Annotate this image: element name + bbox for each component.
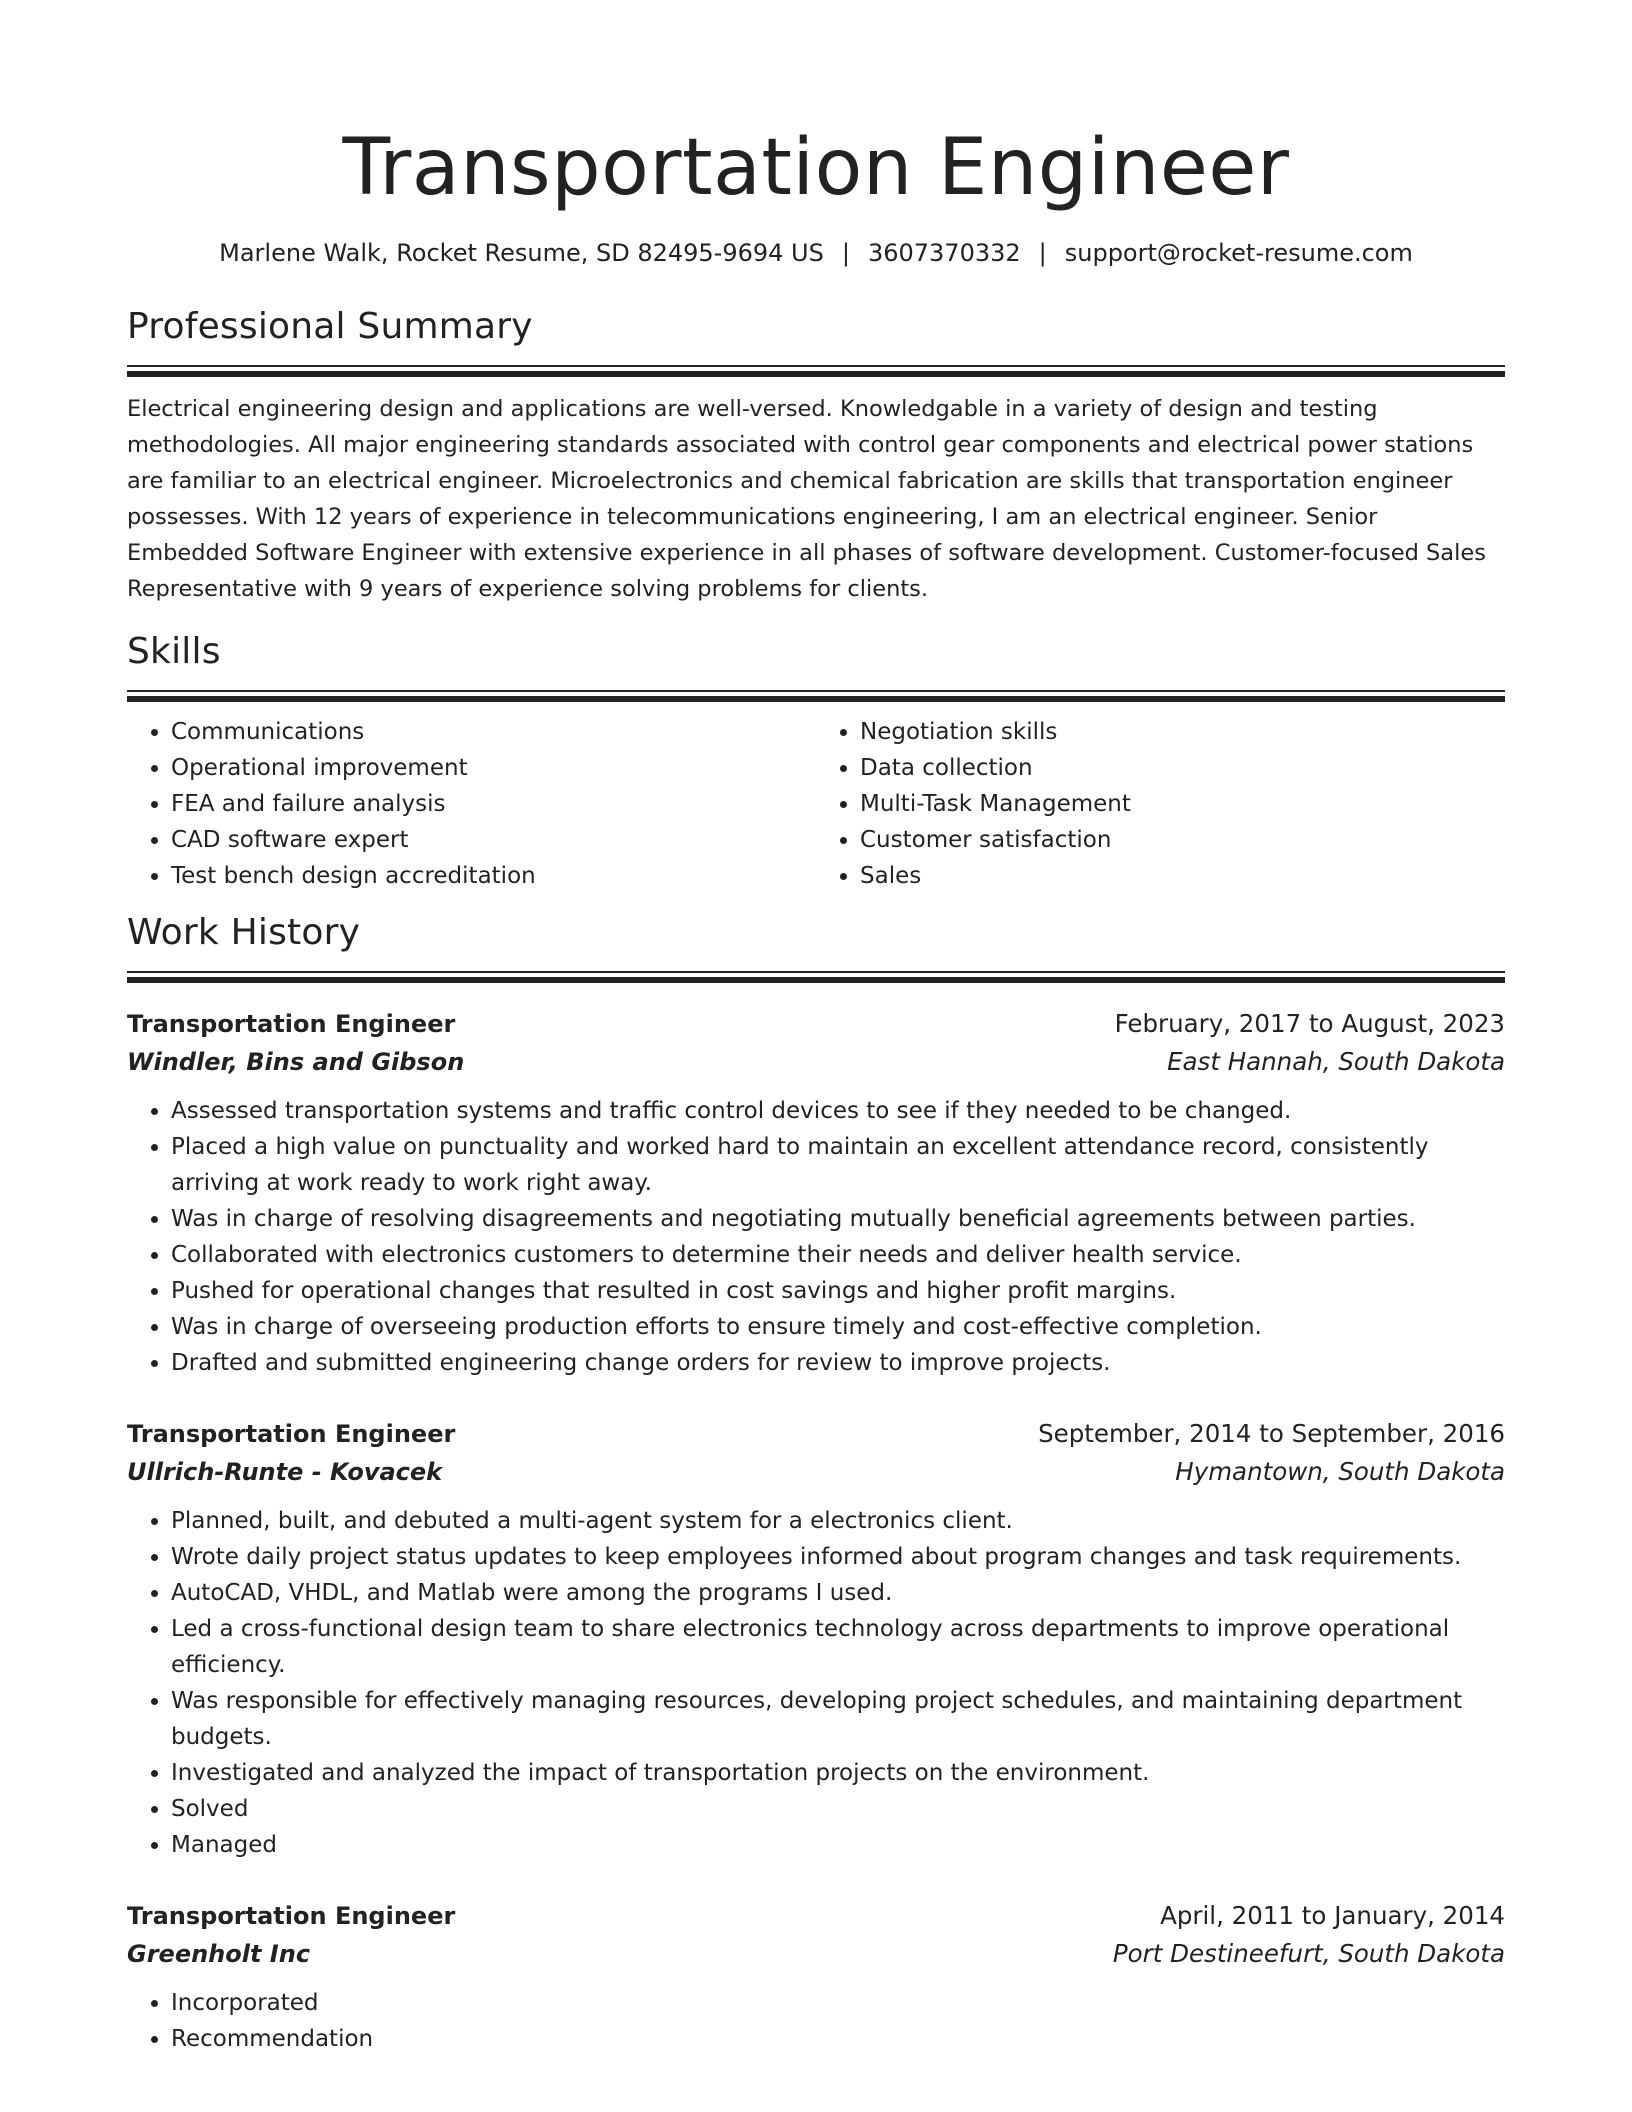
skill-item: • Negotiation skills [860, 714, 1505, 750]
contact-separator: | [1038, 239, 1047, 267]
job-location: Port Destineefurt, South Dakota [1112, 1939, 1505, 1968]
contact-separator: | [841, 239, 850, 267]
job-title: Transportation Engineer [127, 1010, 456, 1038]
job-company-row [127, 1935, 1505, 1973]
job-bullets [127, 1093, 1505, 1381]
skill-item: • FEA and failure analysis [171, 786, 816, 822]
job-bullet: • Pushed for operational changes that resulted in cost savings and higher profit margins. [171, 1273, 1505, 1309]
job-bullet: • Incorporated [171, 1985, 1505, 2021]
job-bullet: • Recommendation [171, 2021, 1505, 2057]
section-divider [127, 365, 1505, 377]
job-company: Greenholt Inc [127, 1940, 311, 1968]
work-history-heading: Work History [127, 912, 361, 953]
job-bullets [127, 1503, 1505, 1863]
job-bullet: • Was in charge of resolving disagreements and negotiating mutually beneficial agreements between parties. [171, 1201, 1505, 1237]
job-header-row [127, 1005, 1505, 1043]
skills-list-left [127, 714, 816, 894]
job-dates: February, 2017 to August, 2023 [1114, 1009, 1505, 1038]
skill-item: • Test bench design accreditation [171, 858, 816, 894]
job-bullet: • Managed [171, 1827, 1505, 1863]
job-company: Windler, Bins and Gibson [127, 1048, 465, 1076]
skill-item: • Operational improvement [171, 750, 816, 786]
job-bullet: • Drafted and submitted engineering change orders for review to improve projects. [171, 1345, 1505, 1381]
job-bullets [127, 1985, 1505, 2057]
page-title: Transportation Engineer [342, 123, 1290, 213]
job-bullet: • Assessed transportation systems and traffic control devices to see if they needed to be changed. [171, 1093, 1505, 1129]
job-dates: April, 2011 to January, 2014 [1160, 1901, 1505, 1930]
skills-section [127, 629, 1505, 894]
summary-text: Electrical engineering design and applications are well-versed. Knowledgable in a variety of design and testing methodologies. All major engineering standards associated with control gear components and electrical power stations are familiar to an electrical engineer. Microelectronics and chemical fabrication are skills that transportation engineer possesses. With 12 years of experience in telecommunications engineering, I am an electrical engineer. Senior Embedded Software Engineer with extensive experience in all phases of software development. Customer-focused Sales Representative with 9 years of experience solving problems for clients. [127, 396, 1486, 602]
skill-item: • Customer satisfaction [860, 822, 1505, 858]
job-bullet: • Investigated and analyzed the impact of transportation projects on the environment. [171, 1755, 1505, 1791]
job-dates: September, 2014 to September, 2016 [1038, 1419, 1505, 1448]
contact-email[interactable]: support@rocket-resume.com [1064, 239, 1413, 267]
job-entry [127, 1005, 1505, 1381]
job-title: Transportation Engineer [127, 1420, 456, 1448]
job-entry [127, 1897, 1505, 2057]
job-bullet: • Placed a high value on punctuality and worked hard to maintain an excellent attendance record, consistently arriving at work ready to work right away. [171, 1129, 1505, 1201]
skills-list-right [816, 714, 1505, 894]
contact-address: Marlene Walk, Rocket Resume, SD 82495-9694 US [219, 239, 824, 267]
section-divider [127, 971, 1505, 983]
job-bullet: • Was in charge of overseeing production efforts to ensure timely and cost-effective completion. [171, 1309, 1505, 1345]
job-entry [127, 1415, 1505, 1863]
job-header-row [127, 1897, 1505, 1935]
job-company-row [127, 1043, 1505, 1081]
skill-item: • CAD software expert [171, 822, 816, 858]
skills-grid [127, 714, 1505, 894]
job-bullet: • Collaborated with electronics customers to determine their needs and deliver health service. [171, 1237, 1505, 1273]
job-company: Ullrich-Runte - Kovacek [127, 1458, 443, 1486]
summary-heading: Professional Summary [127, 306, 533, 347]
contact-line [127, 236, 1505, 270]
skills-heading: Skills [127, 631, 221, 672]
work-history-section [127, 910, 1505, 2057]
skill-item: • Multi-Task Management [860, 786, 1505, 822]
skill-item: • Data collection [860, 750, 1505, 786]
job-title: Transportation Engineer [127, 1902, 456, 1930]
job-location: East Hannah, South Dakota [1167, 1047, 1505, 1076]
job-header-row [127, 1415, 1505, 1453]
job-bullet: • Solved [171, 1791, 1505, 1827]
section-divider [127, 690, 1505, 702]
job-location: Hymantown, South Dakota [1175, 1457, 1505, 1486]
skill-item: • Communications [171, 714, 816, 750]
job-bullet: • Was responsible for effectively managing resources, developing project schedules, and maintaining department budgets. [171, 1683, 1505, 1755]
contact-phone: 3607370332 [867, 239, 1021, 267]
job-company-row [127, 1453, 1505, 1491]
job-bullet: • Led a cross-functional design team to share electronics technology across departments to improve operational efficiency. [171, 1611, 1505, 1683]
job-bullet: • Planned, built, and debuted a multi-agent system for a electronics client. [171, 1503, 1505, 1539]
skill-item: • Sales [860, 858, 1505, 894]
job-bullet: • AutoCAD, VHDL, and Matlab were among the programs I used. [171, 1575, 1505, 1611]
summary-section [127, 304, 1505, 607]
job-bullet: • Wrote daily project status updates to keep employees informed about program changes and task requirements. [171, 1539, 1505, 1575]
